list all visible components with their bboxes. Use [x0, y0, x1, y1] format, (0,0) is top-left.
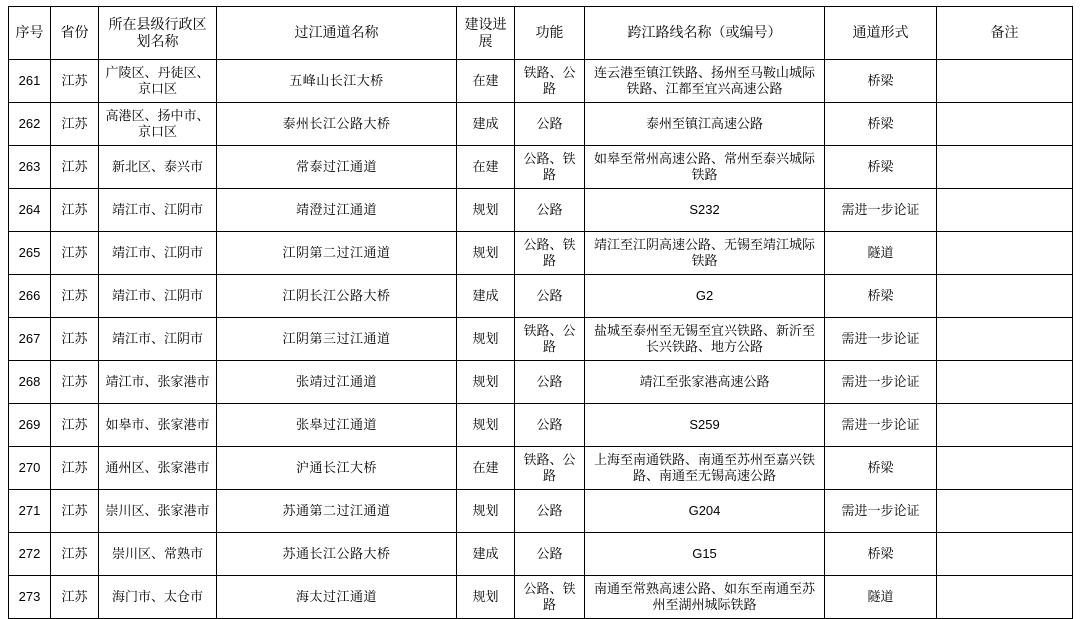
cell-note: [937, 146, 1073, 189]
cell-seq: 272: [9, 533, 51, 576]
cell-function: 公路: [515, 189, 585, 232]
cell-province: 江苏: [51, 232, 99, 275]
cell-crossing-name: 江阴第三过江通道: [217, 318, 457, 361]
cell-function: 公路、铁路: [515, 232, 585, 275]
column-header-type: 通道形式: [825, 7, 937, 60]
cell-county: 靖江市、江阴市: [99, 189, 217, 232]
cell-crossing-name: 江阴第二过江通道: [217, 232, 457, 275]
cell-province: 江苏: [51, 490, 99, 533]
cell-type: 需进一步论证: [825, 318, 937, 361]
cell-county: 通州区、张家港市: [99, 447, 217, 490]
table-row: [9, 318, 1073, 361]
cell-function: 公路: [515, 533, 585, 576]
cell-province: 江苏: [51, 318, 99, 361]
cell-crossing-name: 常泰过江通道: [217, 146, 457, 189]
cell-province: 江苏: [51, 361, 99, 404]
cell-county: 如皋市、张家港市: [99, 404, 217, 447]
cell-function: 公路、铁路: [515, 146, 585, 189]
cell-crossing-name: 张皋过江通道: [217, 404, 457, 447]
cell-county: 广陵区、丹徒区、京口区: [99, 60, 217, 103]
cell-type: 需进一步论证: [825, 404, 937, 447]
table-body: [9, 60, 1073, 619]
table-row: [9, 189, 1073, 232]
cell-route: 南通至常熟高速公路、如东至南通至苏州至湖州城际铁路: [585, 576, 825, 619]
cell-crossing-name: 五峰山长江大桥: [217, 60, 457, 103]
cell-province: 江苏: [51, 404, 99, 447]
cell-crossing-name: 靖澄过江通道: [217, 189, 457, 232]
cell-county: 崇川区、常熟市: [99, 533, 217, 576]
cell-type: 需进一步论证: [825, 490, 937, 533]
cell-function: 铁路、公路: [515, 60, 585, 103]
cell-progress: 规划: [457, 232, 515, 275]
cell-note: [937, 232, 1073, 275]
cell-province: 江苏: [51, 103, 99, 146]
cell-county: 靖江市、江阴市: [99, 275, 217, 318]
cell-seq: 267: [9, 318, 51, 361]
cell-function: 公路、铁路: [515, 576, 585, 619]
cell-function: 公路: [515, 361, 585, 404]
cell-county: 海门市、太仓市: [99, 576, 217, 619]
column-header-crossing-name: 过江通道名称: [217, 7, 457, 60]
cell-note: [937, 189, 1073, 232]
cell-county: 高港区、扬中市、京口区: [99, 103, 217, 146]
cell-route: S259: [585, 404, 825, 447]
table-row: [9, 103, 1073, 146]
cell-province: 江苏: [51, 533, 99, 576]
cell-function: 铁路、公路: [515, 447, 585, 490]
table-row: [9, 60, 1073, 103]
cell-progress: 在建: [457, 146, 515, 189]
cell-progress: 规划: [457, 490, 515, 533]
cell-note: [937, 361, 1073, 404]
column-header-function: 功能: [515, 7, 585, 60]
cell-note: [937, 447, 1073, 490]
cell-type: 需进一步论证: [825, 361, 937, 404]
cell-crossing-name: 张靖过江通道: [217, 361, 457, 404]
cell-province: 江苏: [51, 189, 99, 232]
cell-type: 桥梁: [825, 103, 937, 146]
cell-crossing-name: 苏通长江公路大桥: [217, 533, 457, 576]
cell-route: G2: [585, 275, 825, 318]
table-row: [9, 447, 1073, 490]
cell-province: 江苏: [51, 60, 99, 103]
cell-county: 靖江市、江阴市: [99, 232, 217, 275]
cell-route: S232: [585, 189, 825, 232]
cell-note: [937, 576, 1073, 619]
cell-progress: 规划: [457, 318, 515, 361]
cell-seq: 273: [9, 576, 51, 619]
cell-progress: 在建: [457, 447, 515, 490]
cell-route: G15: [585, 533, 825, 576]
cell-note: [937, 103, 1073, 146]
cell-type: 隧道: [825, 576, 937, 619]
cell-route: 盐城至泰州至无锡至宜兴铁路、新沂至长兴铁路、地方公路: [585, 318, 825, 361]
column-header-route: 跨江路线名称（或编号）: [585, 7, 825, 60]
cell-progress: 规划: [457, 404, 515, 447]
cell-progress: 规划: [457, 576, 515, 619]
cell-function: 公路: [515, 490, 585, 533]
cell-type: 桥梁: [825, 533, 937, 576]
cell-crossing-name: 苏通第二过江通道: [217, 490, 457, 533]
cell-progress: 建成: [457, 275, 515, 318]
cell-seq: 269: [9, 404, 51, 447]
cell-function: 公路: [515, 103, 585, 146]
cell-function: 铁路、公路: [515, 318, 585, 361]
table-row: [9, 232, 1073, 275]
cell-type: 桥梁: [825, 60, 937, 103]
cell-seq: 270: [9, 447, 51, 490]
cell-type: 需进一步论证: [825, 189, 937, 232]
cell-route: G204: [585, 490, 825, 533]
cell-route: 靖江至张家港高速公路: [585, 361, 825, 404]
table-header-row: [9, 7, 1073, 60]
table-row: [9, 490, 1073, 533]
cell-province: 江苏: [51, 275, 99, 318]
cell-route: 如皋至常州高速公路、常州至泰兴城际铁路: [585, 146, 825, 189]
cell-route: 连云港至镇江铁路、扬州至马鞍山城际铁路、江都至宜兴高速公路: [585, 60, 825, 103]
table-row: [9, 361, 1073, 404]
cell-route: 上海至南通铁路、南通至苏州至嘉兴铁路、南通至无锡高速公路: [585, 447, 825, 490]
column-header-county: 所在县级行政区划名称: [99, 7, 217, 60]
cell-route: 靖江至江阴高速公路、无锡至靖江城际铁路: [585, 232, 825, 275]
cell-seq: 268: [9, 361, 51, 404]
cell-function: 公路: [515, 404, 585, 447]
table-row: [9, 576, 1073, 619]
cell-progress: 规划: [457, 361, 515, 404]
column-header-province: 省份: [51, 7, 99, 60]
cell-note: [937, 318, 1073, 361]
table-row: [9, 146, 1073, 189]
cell-crossing-name: 海太过江通道: [217, 576, 457, 619]
river-crossing-table: [8, 6, 1073, 619]
cell-type: 桥梁: [825, 447, 937, 490]
table-header: [9, 7, 1073, 60]
cell-progress: 在建: [457, 60, 515, 103]
cell-progress: 规划: [457, 189, 515, 232]
table-row: [9, 404, 1073, 447]
cell-county: 靖江市、张家港市: [99, 361, 217, 404]
cell-type: 桥梁: [825, 275, 937, 318]
cell-seq: 271: [9, 490, 51, 533]
cell-seq: 264: [9, 189, 51, 232]
cell-county: 新北区、泰兴市: [99, 146, 217, 189]
cell-province: 江苏: [51, 146, 99, 189]
cell-note: [937, 533, 1073, 576]
cell-seq: 262: [9, 103, 51, 146]
cell-seq: 263: [9, 146, 51, 189]
cell-progress: 建成: [457, 103, 515, 146]
column-header-progress: 建设进展: [457, 7, 515, 60]
column-header-seq: 序号: [9, 7, 51, 60]
cell-type: 隧道: [825, 232, 937, 275]
cell-county: 崇川区、张家港市: [99, 490, 217, 533]
cell-seq: 265: [9, 232, 51, 275]
cell-crossing-name: 泰州长江公路大桥: [217, 103, 457, 146]
cell-note: [937, 404, 1073, 447]
cell-route: 泰州至镇江高速公路: [585, 103, 825, 146]
cell-seq: 261: [9, 60, 51, 103]
cell-progress: 建成: [457, 533, 515, 576]
cell-type: 桥梁: [825, 146, 937, 189]
cell-province: 江苏: [51, 447, 99, 490]
cell-note: [937, 60, 1073, 103]
cell-seq: 266: [9, 275, 51, 318]
cell-province: 江苏: [51, 576, 99, 619]
table-row: [9, 275, 1073, 318]
cell-note: [937, 275, 1073, 318]
cell-note: [937, 490, 1073, 533]
column-header-note: 备注: [937, 7, 1073, 60]
table-row: [9, 533, 1073, 576]
cell-crossing-name: 沪通长江大桥: [217, 447, 457, 490]
cell-crossing-name: 江阴长江公路大桥: [217, 275, 457, 318]
cell-function: 公路: [515, 275, 585, 318]
cell-county: 靖江市、江阴市: [99, 318, 217, 361]
